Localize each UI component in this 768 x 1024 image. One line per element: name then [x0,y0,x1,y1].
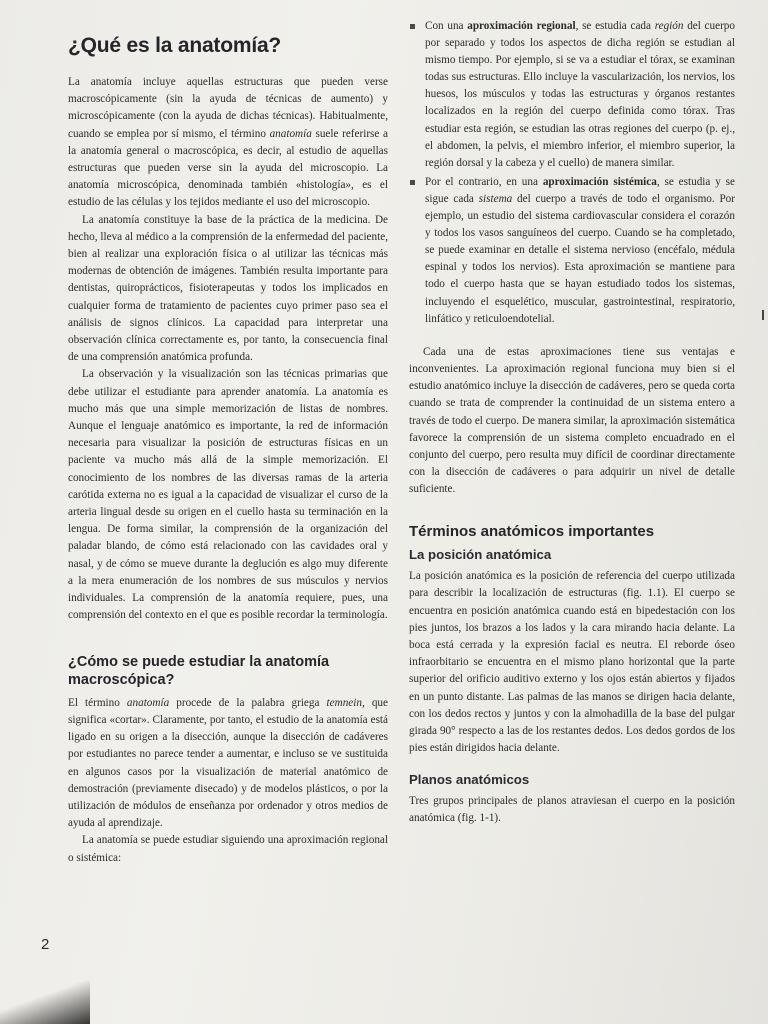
term-region: región [654,20,684,32]
text-run: del cuerpo a través de todo el organismo. Por ejemplo, un estudio del sistema cardiovascular considera el corazón y todos los vasos sanguíneos del cuerpo. Cuando se ha completado, se puede examinar en detalle el sistema nervioso (encéfalo, médula espinal y todos los nervios). Esta aproximación se mantiene para todo el cuerpo hasta que se hayan estudiado todos los sistemas, incluyendo el esquelético, muscular, gastrointestinal, respiratorio, linfático y reticuloendotelial. [425,192,736,325]
paragraph-approaches: La anatomía se puede estudiar siguiendo una aproximación regional o sistémica: [68,834,388,864]
paragraph-position: La posición anatómica es la posición de referencia del cuerpo utilizada para describir la localización de estructuras (fig. 1.1). El cuerpo se encuentra en posición anatómica cuando está en bipedestación con los pies juntos, los brazos a los lados y la cara mirando hacia delante. La boca está cerrada y la expresión facial es neutra. El reborde óseo infraorbitario se encuentra en el mismo plano horizontal que la parte superior del orificio auditivo externo y los ojos están abiertos y fijados en un punto distante. Las palmas de las manos se dirigen hacia delante, con los dedos rectos y juntos y con la almohadilla de la base del pulgar girada 90° respecto a las de los restantes dedos. Los dedos gordos de los pies están dirigidos hacia delante. [409,570,735,755]
term-sistema: sistema [478,192,513,205]
paragraph-intro [68,74,388,212]
page-edge-mark [762,310,764,320]
bullet-icon [410,24,415,29]
page-corner-shadow [0,980,90,1024]
text-run: , se estudia y se sigue cada [425,175,735,205]
term-anatomia: anatomía [126,696,170,709]
paragraph-observation: La observación y la visualización son las técnicas primarias que debe utilizar el estudiante para aprender anatomía. La anatomía es mucho más que una simple memorización de listas de nombres. Aunque el lenguaje anatómico es importante, la red de información necesaria para visualizar la posición de estructuras físicas en un paciente va mucho más allá de la simple memorización. El conocimiento de los nombres de las diversas ramas de la arteria carótida externa no es igual a la capacidad de visualizar el curso de la arteria lingual desde su origen en el cuello hasta su terminación en la lengua. De forma similar, la comprensión de la organización del paladar blando, de cómo está relacionado con las cavidades oral y nasal, y de cómo se mueve durante la deglución es algo muy diferente a la mera enumeración de los nombres de sus músculos y nervios individuales. La comprensión de la anatomía requiere, pues, una comprensión del contexto en el que es posible recordar la terminología. [68,368,388,622]
section-heading-terms: Términos anatómicos importantes [409,522,655,540]
text-run: procede de la palabra griega [169,696,327,709]
term-anatomia: anatomía [269,127,312,140]
list-item-systemic [409,174,735,328]
right-column [409,18,735,827]
text-run: , se estudia cada [575,20,655,32]
text-run: El término [68,696,127,709]
list-item-regional [409,18,735,172]
text-run: Con una [425,20,468,32]
text-run: Por el contrario, en una [425,175,543,188]
subheading-position: La posición anatómica [409,547,552,563]
term-temnein: temnein, [326,696,365,709]
text-run: La anatomía incluye aquellas estructuras que pueden verse macroscópicamente (sin la ayuda de técnicas de aumento) y microscópicamente (con la ayuda de dichas técnicas). Habitualmente, cuando se emplea por sí mismo, el término [68,76,388,140]
paragraph-etymology [68,695,388,833]
paragraph-planes: Tres grupos principales de planos atraviesan el cuerpo en la posición anatómica (fig. 1-1). [409,794,735,824]
paragraph-pros-cons: Cada una de estas aproximaciones tiene sus ventajas e inconvenientes. La aproximación regional funciona muy bien si el estudio anatómico incluye la disección de cadáveres, pero se queda corta cuando se trata de comprender la continuidad de un sistema entero a través de todo el cuerpo. De manera similar, la aproximación sistemática favorece la comprensión de un sistema completo encuadrado en el conjunto del cuerpo, pero resulta muy difícil de coordinar directamente con la disección de cadáveres o para adquirir un nivel de detalle suficiente. [409,345,735,496]
text-run: que significa «cortar». Claramente, por tanto, el estudio de la anatomía está ligado en su origen a la disección, aunque la disección de cadáveres por estudiantes no parece tender a aumentar, e incluso se ve sustituida en algunos casos por la visualización de material anatómico de demostración (previamente disecado) y de modelos plásticos, o por la utilización de módulos de enseñanza por ordenador y otros medios de ayuda al aprendizaje. [68,696,388,830]
page-number: 2 [41,936,50,953]
paragraph-medicine: La anatomía constituye la base de la práctica de la medicina. De hecho, lleva al médico a la comprensión de la enfermedad del paciente, bien al realizar una exploración física o al utilizar las técnicas más modernas de obtención de imágenes. También resulta importante para dentistas, quiroprácticos, fisioterapeutas y todos los implicados en cualquier forma de tratamiento de pacientes cuyo primer paso sea el análisis de signos clínicos. La capacidad para interpretar una observación clínica correctamente es, por tanto, la consecuencia final de una comprensión anatómica profunda. [68,213,388,364]
subheading-planes: Planos anatómicos [409,771,530,787]
left-column [68,30,388,867]
text-run: suele referirse a la anatomía general o macroscópica, es decir, al estudio de aquellas estructuras que pueden verse sin la ayuda del microscopio. La anatomía microscópica, denominada también «histología», es el estudio de las células y los tejidos mediante el uso del microscopio. [68,127,388,209]
term-regional: aproximación regional [467,20,576,32]
approach-list [409,18,735,328]
bullet-icon [410,180,415,185]
term-systemic: aproximación sistémica [542,175,657,188]
section-heading-study: ¿Cómo se puede estudiar la anatomía macroscópica? [68,653,330,688]
text-run: del cuerpo por separado y todos los aspectos de dicha región se estudian al mismo tiempo. Por ejemplo, si se va a estudiar el tórax, se examinan todas sus estructuras. Ello incluye la vascularización, los nervios, los huesos, los músculos y todas las estructuras y órganos restantes localizados en la región del cuerpo definida como tórax. Tras estudiar esta región, se estudian las otras regiones del cuerpo (p. ej., el abdomen, la pelvis, el miembro inferior, el miembro superior, la región dorsal y la cabeza y el cuello) de manera similar. [425,20,735,169]
page-title: ¿Qué es la anatomía? [68,34,282,57]
